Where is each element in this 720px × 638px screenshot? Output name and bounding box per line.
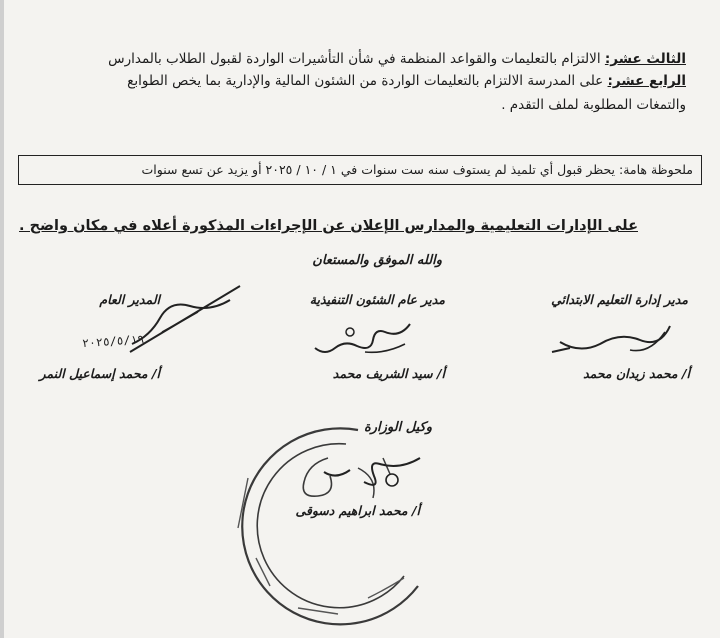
closing-phrase: والله الموفق والمستعان [312, 253, 442, 268]
important-note-text: ملحوظة هامة: يحظر قبول أي تلميذ لم يستوف سنه ست سنوات في ١ / ١٠ / ٢٠٢٥ أو يزيد عن تسع سنوات [141, 162, 693, 177]
clause-fourteen-label: الرابع عشر: [607, 73, 686, 89]
clause-thirteen [26, 48, 686, 70]
signatory-name-exec-affairs: أ/ سيد الشريف محمد [332, 366, 445, 381]
signature-deputy-minister [300, 450, 430, 495]
signature-primary-ed [540, 318, 680, 363]
important-note-box [18, 155, 702, 185]
deputy-minister-name: أ/ محمد ابراهيم دسوقى [295, 503, 420, 518]
signatory-title-primary-ed: مدير إدارة التعليم الابتدائي [551, 292, 688, 307]
signatory-name-general-director: أ/ محمد إسماعيل النمر [39, 366, 160, 381]
clause-fourteen-continuation: والتمغات المطلوبة لملف التقدم . [501, 97, 686, 113]
signature-date: ٢٠٢٥/٥/١٩ [81, 331, 145, 351]
signature-exec-affairs [305, 318, 425, 363]
clause-fourteen-text: على المدرسة الالتزام بالتعليمات الواردة من الشئون المالية والإدارية بما يخص الطوابع [127, 73, 608, 89]
signature-general-director [110, 282, 250, 362]
signatory-title-general-director: المدير العام [99, 292, 160, 307]
clause-fourteen [26, 70, 686, 92]
clause-thirteen-text: الالتزام بالتعليمات والقواعد المنظمة في شأن التأشيرات الواردة لقبول الطلاب بالمدارس [108, 51, 605, 67]
directive-text: على الإدارات التعليمية والمدارس الإعلان عن الإجراءات المذكورة أعلاه في مكان واضح . [19, 218, 638, 234]
deputy-minister-title: وكيل الوزارة [363, 420, 432, 435]
signatory-title-exec-affairs: مدير عام الشئون التنفيذية [309, 292, 445, 307]
signatory-name-primary-ed: أ/ محمد زيدان محمد [583, 366, 690, 381]
clause-thirteen-label: الثالث عشر: [604, 51, 686, 67]
scan-edge [0, 0, 4, 638]
